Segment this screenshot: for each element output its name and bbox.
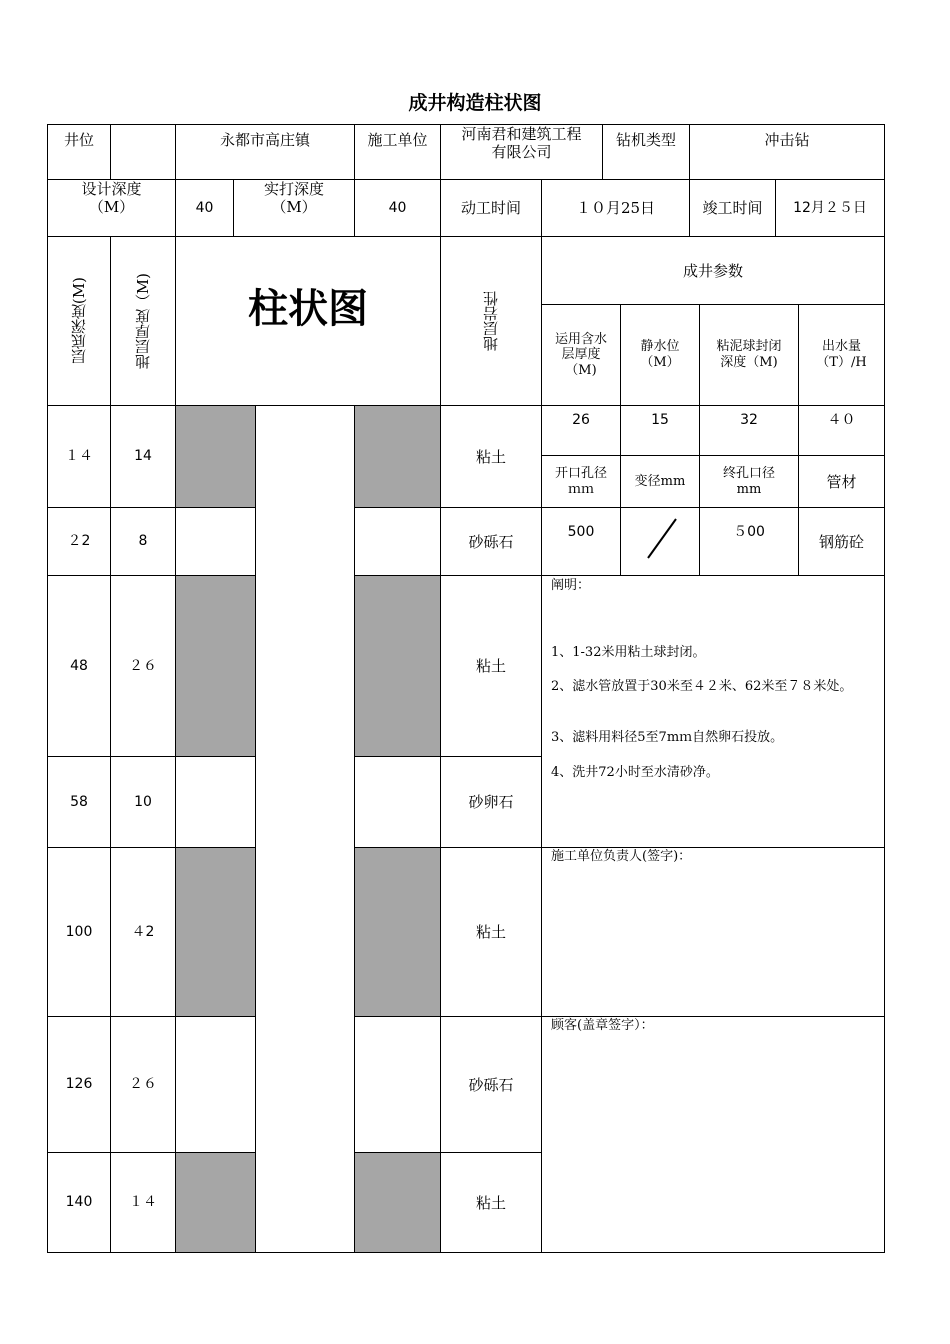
layer-1-left-wall xyxy=(175,405,256,508)
bottom-depth-header xyxy=(47,236,111,406)
layer-3-rock: 粘土 xyxy=(440,575,542,757)
thickness-label: 地层厚度（M) xyxy=(134,272,152,370)
layer-2-depth: ２2 xyxy=(47,507,111,576)
params-header: 成井参数 xyxy=(541,236,885,305)
pipe-label: 管材 xyxy=(798,455,885,508)
start-label: 动工时间 xyxy=(440,179,542,237)
layer-5-depth: 100 xyxy=(47,847,111,1017)
clay-seal-value: 32 xyxy=(699,405,799,456)
layer-2-right-wall xyxy=(354,507,441,576)
rig-label: 钻机类型 xyxy=(602,124,690,180)
customer-sign-label: 顾客(盖章签字）： xyxy=(551,1018,654,1033)
layer-5-rock: 粘土 xyxy=(440,847,542,1017)
final-dia-label: 终孔口径mm xyxy=(699,455,799,508)
layer-4-depth: 58 xyxy=(47,756,111,848)
reduce-label: 变径mm xyxy=(620,455,700,508)
note-item-2: 2、滤水管放置于30米至４２米、62米至７８米处。 xyxy=(551,679,853,694)
yield-value: ４０ xyxy=(798,405,885,456)
page-title: 成井构造柱状图 xyxy=(408,92,542,114)
start-value: １０月25日 xyxy=(541,179,690,237)
layer-5-right-wall xyxy=(354,847,441,1017)
layer-7-left-wall xyxy=(175,1152,256,1253)
finish-value: 12月２５日 xyxy=(775,179,885,237)
layer-6-right-wall xyxy=(354,1016,441,1153)
slash-mark xyxy=(621,508,701,577)
contractor-sign-box xyxy=(541,847,885,1017)
layer-4-left-wall xyxy=(175,756,256,848)
layer-6-rock: 砂砾石 xyxy=(440,1016,542,1153)
layer-1-depth: １４ xyxy=(47,405,111,508)
static-level-value: 15 xyxy=(620,405,700,456)
lithology-header xyxy=(440,236,542,406)
layer-6-depth: 126 xyxy=(47,1016,111,1153)
layer-1-right-wall xyxy=(354,405,441,508)
layer-1-thickness: 14 xyxy=(110,405,176,508)
layer-4-right-wall xyxy=(354,756,441,848)
layer-3-thickness: ２６ xyxy=(110,575,176,757)
notes-heading: 阐明： xyxy=(551,578,591,593)
finish-label: 竣工时间 xyxy=(689,179,776,237)
layer-3-left-wall xyxy=(175,575,256,757)
diagram-title: 柱状图 xyxy=(248,286,368,332)
actual-depth-value: 40 xyxy=(354,179,441,237)
layer-5-left-wall xyxy=(175,847,256,1017)
note-item-1: 1、1-32米用粘土球封闭。 xyxy=(551,645,706,660)
contractor-value: 河南君和建筑工程有限公司 xyxy=(440,124,603,180)
well-label-border xyxy=(110,124,176,180)
open-dia-value: 500 xyxy=(541,507,621,576)
layer-7-depth: 140 xyxy=(47,1152,111,1253)
design-depth-value: 40 xyxy=(175,179,234,237)
yield-header: 出水量（T）/H xyxy=(798,304,885,406)
well-bore xyxy=(255,405,355,1253)
final-dia-value: ５00 xyxy=(699,507,799,576)
notes-box xyxy=(541,575,885,848)
rig-value: 冲击钻 xyxy=(689,124,885,180)
well-value: 永都市高庄镇 xyxy=(175,124,355,180)
pipe-value: 钢筋砼 xyxy=(798,507,885,576)
thickness-header xyxy=(110,236,176,406)
layer-6-thickness: ２６ xyxy=(110,1016,176,1153)
layer-2-left-wall xyxy=(175,507,256,576)
aquifer-header: 运用含水层厚度（M) xyxy=(541,304,621,406)
reduce-value xyxy=(620,507,700,576)
layer-1-rock: 粘土 xyxy=(440,405,542,508)
layer-7-rock: 粘土 xyxy=(440,1152,542,1253)
layer-4-thickness: 10 xyxy=(110,756,176,848)
layer-4-rock: 砂卵石 xyxy=(440,756,542,848)
lithology-label: 地层岩性 xyxy=(482,291,500,351)
layer-2-thickness: 8 xyxy=(110,507,176,576)
actual-depth-label: 实打深度（M） xyxy=(233,179,355,237)
design-depth-label: 设计深度（M） xyxy=(47,179,176,237)
layer-7-thickness: １４ xyxy=(110,1152,176,1253)
layer-6-left-wall xyxy=(175,1016,256,1153)
note-item-4: 4、洗井72小时至水清砂净。 xyxy=(551,765,719,780)
layer-5-thickness: ４2 xyxy=(110,847,176,1017)
clay-seal-header: 粘泥球封闭深度（M) xyxy=(699,304,799,406)
note-item-3: 3、滤料用料径5至7mｍ自然卵石投放。 xyxy=(551,730,784,745)
contractor-label: 施工单位 xyxy=(354,124,441,180)
layer-7-right-wall xyxy=(354,1152,441,1253)
well-label: 井位 xyxy=(47,124,111,180)
aquifer-value: 26 xyxy=(541,405,621,456)
layer-3-right-wall xyxy=(354,575,441,757)
static-level-header: 静水位（M） xyxy=(620,304,700,406)
customer-sign-box xyxy=(541,1016,885,1253)
layer-2-rock: 砂砾石 xyxy=(440,507,542,576)
contractor-sign-label: 施工单位负责人(签字)： xyxy=(551,849,692,864)
diagram-header xyxy=(175,236,441,406)
bottom-depth-label: 层底深度(M) xyxy=(70,277,88,365)
open-dia-label: 开口孔径ｍｍ xyxy=(541,455,621,508)
layer-3-depth: 48 xyxy=(47,575,111,757)
